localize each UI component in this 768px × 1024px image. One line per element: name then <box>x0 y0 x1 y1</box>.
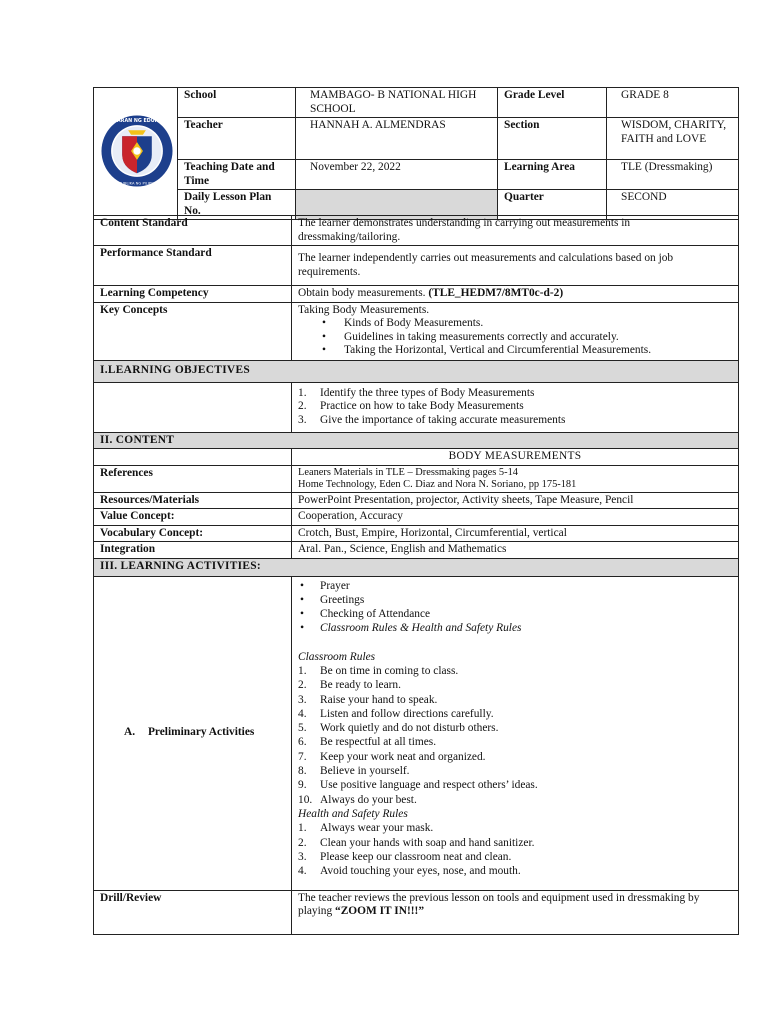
lesson-plan-table <box>93 215 739 935</box>
header-table <box>93 87 739 220</box>
rule-text: Raise your hand to speak. <box>320 693 438 706</box>
value-concept-value: Cooperation, Accuracy <box>292 509 739 526</box>
drill-game-title: “ZOOM IT IN!!!” <box>335 905 425 917</box>
deped-logo-cell <box>94 88 178 220</box>
list-item: 2. Be ready to learn. <box>298 679 401 692</box>
list-item: 4. Avoid touching your eyes, nose, and mouth. <box>298 865 521 878</box>
references-label: References <box>94 465 292 492</box>
list-item: 6. Be respectful at all times. <box>298 736 437 749</box>
drill-text: The teacher reviews the previous lesson on tools and equipment used in dressmaking by playing <box>298 891 700 917</box>
list-item: 7. Keep your work neat and organized. <box>298 750 486 763</box>
list-item: 4. Listen and follow directions carefully. <box>298 707 494 720</box>
teaching-date-label: Teaching Date and Time <box>178 160 296 190</box>
learning-area-label: Learning Area <box>498 160 607 190</box>
classroom-rules-list <box>298 664 732 807</box>
rule-text: Always do your best. <box>320 793 417 806</box>
list-item: • Guidelines in taking measurements correctly and accurately. <box>298 331 732 345</box>
performance-standard-label: Performance Standard <box>94 246 292 286</box>
rule-text: Be on time in coming to class. <box>320 664 459 677</box>
reference-line: Leaners Materials in TLE – Dressmaking pages 5-14 <box>298 466 518 478</box>
list-item: 3. Raise your hand to speak. <box>298 693 438 706</box>
rule-text: Use positive language and respect others’ ideas. <box>320 779 538 792</box>
content-standard-value: The learner demonstrates understanding in carrying out measurements in dressmaking/tailoring. <box>292 216 739 246</box>
competency-text: Obtain body measurements. <box>298 287 429 299</box>
teacher-value: HANNAH A. ALMENDRAS <box>296 118 498 160</box>
key-concepts-value <box>292 302 739 360</box>
list-item: • Greetings <box>298 593 732 607</box>
list-item: 1. Always wear your mask. <box>298 822 434 835</box>
vocabulary-concept-label: Vocabulary Concept: <box>94 525 292 542</box>
objective-text: Identify the three types of Body Measurements <box>320 386 535 399</box>
rule-text: Be respectful at all times. <box>320 736 437 749</box>
objectives-blank-cell <box>94 382 292 432</box>
preliminary-activities-label <box>94 576 292 890</box>
rule-text: Always wear your mask. <box>320 822 434 835</box>
performance-standard-value: The learner independently carries out measurements and calculations based on job requirements. <box>292 246 739 286</box>
drill-review-label: Drill/Review <box>94 890 292 934</box>
resources-value: PowerPoint Presentation, projector, Activity sheets, Tape Measure, Pencil <box>292 492 739 509</box>
key-concepts-label: Key Concepts <box>94 302 292 360</box>
quarter-label: Quarter <box>498 190 607 220</box>
rule-text: Listen and follow directions carefully. <box>320 707 494 720</box>
value-concept-label: Value Concept: <box>94 509 292 526</box>
grade-level-value: GRADE 8 <box>607 88 739 118</box>
key-concepts-list <box>298 317 732 358</box>
rule-text: Clean your hands with soap and hand sanitizer. <box>320 836 535 849</box>
resources-label: Resources/Materials <box>94 492 292 509</box>
reference-line: Home Technology, Eden C. Diaz and Nora N. Soriano, pp 175-181 <box>298 478 577 490</box>
content-standard-label: Content Standard <box>94 216 292 246</box>
content-title-blank <box>94 449 292 466</box>
list-item: 3. Give the importance of taking accurate measurements <box>298 413 566 426</box>
teaching-date-value: November 22, 2022 <box>296 160 498 190</box>
content-title: BODY MEASUREMENTS <box>292 449 739 466</box>
objectives-list-cell <box>292 382 739 432</box>
rule-text: Believe in yourself. <box>320 765 410 778</box>
list-item: • Taking the Horizontal, Vertical and Circumferential Measurements. <box>298 344 732 358</box>
quarter-value: SECOND <box>607 190 739 220</box>
list-item: 1. Identify the three types of Body Measurements <box>298 386 535 399</box>
objective-text: Give the importance of taking accurate measurements <box>320 413 566 426</box>
rule-text: Keep your work neat and organized. <box>320 750 486 763</box>
preliminary-bullets <box>298 579 732 636</box>
key-concepts-intro: Taking Body Measurements. <box>298 303 430 316</box>
integration-label: Integration <box>94 542 292 559</box>
objective-text: Practice on how to take Body Measurements <box>320 400 524 413</box>
list-item: 8. Believe in yourself. <box>298 765 410 778</box>
list-item: • Prayer <box>298 579 732 593</box>
objectives-list <box>298 387 732 428</box>
list-item: 5. Work quietly and do not disturb others. <box>298 722 499 735</box>
grade-level-label: Grade Level <box>498 88 607 118</box>
references-value <box>292 465 739 492</box>
integration-value: Aral. Pan., Science, English and Mathematics <box>292 542 739 559</box>
dlp-number-label: Daily Lesson Plan No. <box>178 190 296 220</box>
learning-objectives-heading: I.LEARNING OBJECTIVES <box>94 360 739 382</box>
list-item: 1. Be on time in coming to class. <box>298 664 459 677</box>
vocabulary-concept-value: Crotch, Bust, Empire, Horizontal, Circumferential, vertical <box>292 525 739 542</box>
learning-area-value: TLE (Dressmaking) <box>607 160 739 190</box>
teacher-label: Teacher <box>178 118 296 160</box>
svg-text:KAGAWARAN NG EDUKASYON: KAGAWARAN NG EDUKASYON <box>100 119 174 125</box>
section-value: WISDOM, CHARITY, FAITH and LOVE <box>607 118 739 160</box>
content-heading: II. CONTENT <box>94 432 739 449</box>
learning-activities-heading: III. LEARNING ACTIVITIES: <box>94 558 739 576</box>
preliminary-letter: A. <box>124 726 136 739</box>
health-rules-list <box>298 821 732 878</box>
list-item: • Kinds of Body Measurements. <box>298 317 732 331</box>
list-item: • Classroom Rules & Health and Safety Rules <box>298 621 732 635</box>
section-label: Section <box>498 118 607 160</box>
list-item: 2. Clean your hands with soap and hand sanitizer. <box>298 836 535 849</box>
rule-text: Be ready to learn. <box>320 679 401 692</box>
competency-code: (TLE_HEDM7/8MT0c-d-2) <box>428 287 564 299</box>
preliminary-activities-content <box>292 576 739 890</box>
rule-text: Please keep our classroom neat and clean. <box>320 850 512 863</box>
rule-text: Avoid touching your eyes, nose, and mouth. <box>320 865 521 878</box>
list-item: 9. Use positive language and respect others’ ideas. <box>298 779 538 792</box>
svg-text:REPUBLIKA NG PILIPINAS: REPUBLIKA NG PILIPINAS <box>114 181 160 186</box>
health-rules-title: Health and Safety Rules <box>298 807 408 820</box>
learning-competency-value <box>292 286 739 303</box>
list-item: • Checking of Attendance <box>298 607 732 621</box>
rule-text: Work quietly and do not disturb others. <box>320 722 499 735</box>
school-label: School <box>178 88 296 118</box>
list-item: 10. Always do your best. <box>298 793 417 806</box>
deped-seal-logo <box>100 114 174 188</box>
learning-competency-label: Learning Competency <box>94 286 292 303</box>
classroom-rules-title: Classroom Rules <box>298 650 376 663</box>
school-value: MAMBAGO- B NATIONAL HIGH SCHOOL <box>296 88 498 118</box>
list-item: 3. Please keep our classroom neat and clean. <box>298 850 512 863</box>
drill-review-value <box>292 890 739 934</box>
list-item: 2. Practice on how to take Body Measurements <box>298 400 524 413</box>
preliminary-title: Preliminary Activities <box>147 726 255 739</box>
